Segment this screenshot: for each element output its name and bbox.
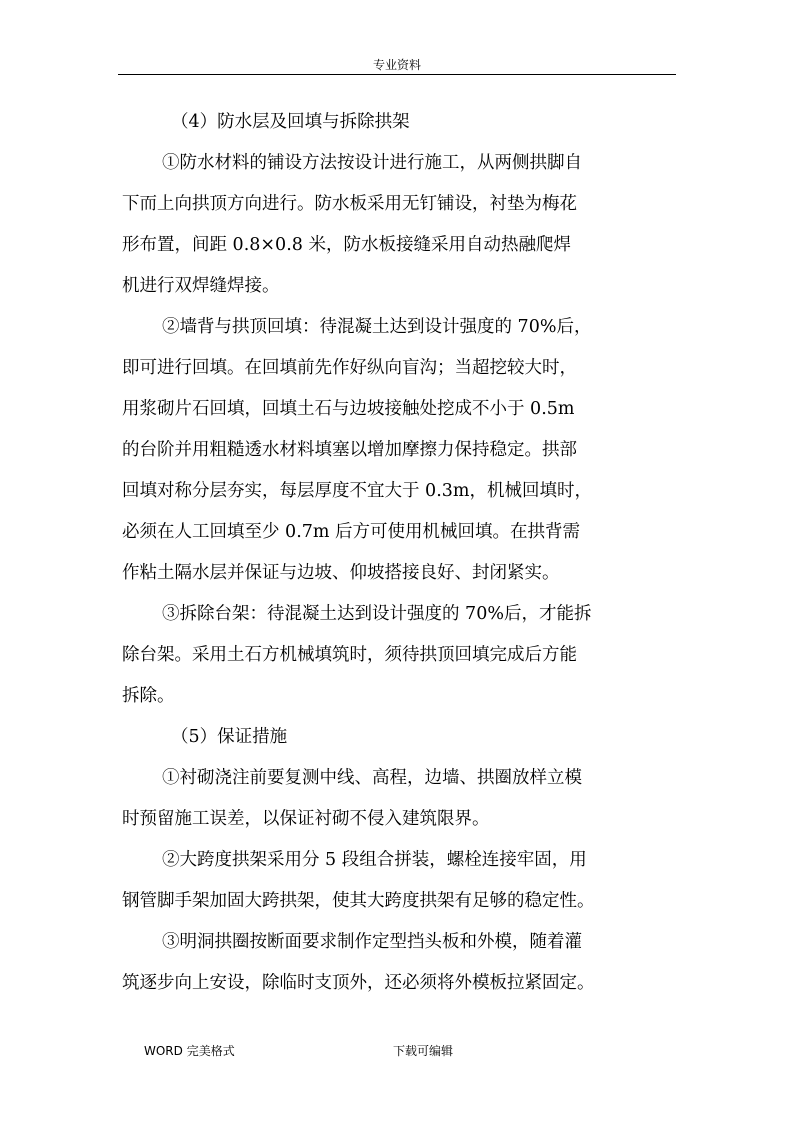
text-line: ③明洞拱圈按断面要求制作定型挡头板和外模，随着灌 — [162, 932, 582, 952]
text-line: 的台阶并用粗糙透水材料填塞以增加摩擦力保持稳定。拱部 — [122, 440, 577, 460]
footer-left-text: WORD 完美格式 — [144, 1044, 235, 1058]
text-line: 回填对称分层夯实，每层厚度不宜大于 0.3m，机械回填时， — [122, 481, 592, 501]
text-line: 作粘土隔水层并保证与边坡、仰坡搭接良好、封闭紧实。 — [122, 563, 560, 583]
text-line: 用浆砌片石回填，回填土石与边坡接触处挖成不小于 0.5m — [122, 399, 575, 419]
text-line: 即可进行回填。在回填前先作好纵向盲沟；当超挖较大时， — [122, 358, 577, 378]
text-line: 筑逐步向上安设，除临时支顶外，还必须将外模板拉紧固定。 — [122, 973, 595, 993]
heading-5: （5）保证措施 — [171, 727, 288, 747]
text-line: 钢管脚手架加固大跨拱架，使其大跨度拱架有足够的稳定性。 — [122, 891, 595, 911]
footer-right-text: 下载可编辑 — [393, 1044, 454, 1058]
text-line: 形布置，间距 0.8×0.8 米，防水板接缝采用自动热融爬焊 — [122, 235, 571, 255]
text-line: ②大跨度拱架采用分 5 段组合拼装，螺栓连接牢固，用 — [162, 850, 587, 870]
text-line: ①衬砌浇注前要复测中线、高程，边墙、拱圈放样立模 — [162, 768, 582, 788]
text-line: 除台架。采用土石方机械填筑时，须待拱顶回填完成后方能 — [122, 645, 577, 665]
heading-4: （4）防水层及回填与拆除拱架 — [171, 112, 410, 132]
header-divider — [118, 74, 676, 75]
text-line: 下而上向拱顶方向进行。防水板采用无钉铺设，衬垫为梅花 — [122, 194, 577, 214]
text-line: 机进行双焊缝焊接。 — [122, 276, 280, 296]
text-line: ①防水材料的铺设方法按设计进行施工，从两侧拱脚自 — [162, 153, 582, 173]
text-line: 拆除。 — [122, 686, 175, 706]
text-line: ③拆除台架：待混凝土达到设计强度的 70%后，才能拆 — [162, 604, 592, 624]
text-line: 必须在人工回填至少 0.7m 后方可使用机械回填。在拱背需 — [122, 522, 581, 542]
document-body — [122, 102, 674, 1004]
text-line: ②墙背与拱顶回填：待混凝土达到设计强度的 70%后， — [162, 317, 592, 337]
text-line: 时预留施工误差，以保证衬砌不侵入建筑限界。 — [122, 809, 490, 829]
page-header: 专业资料 — [372, 58, 421, 72]
